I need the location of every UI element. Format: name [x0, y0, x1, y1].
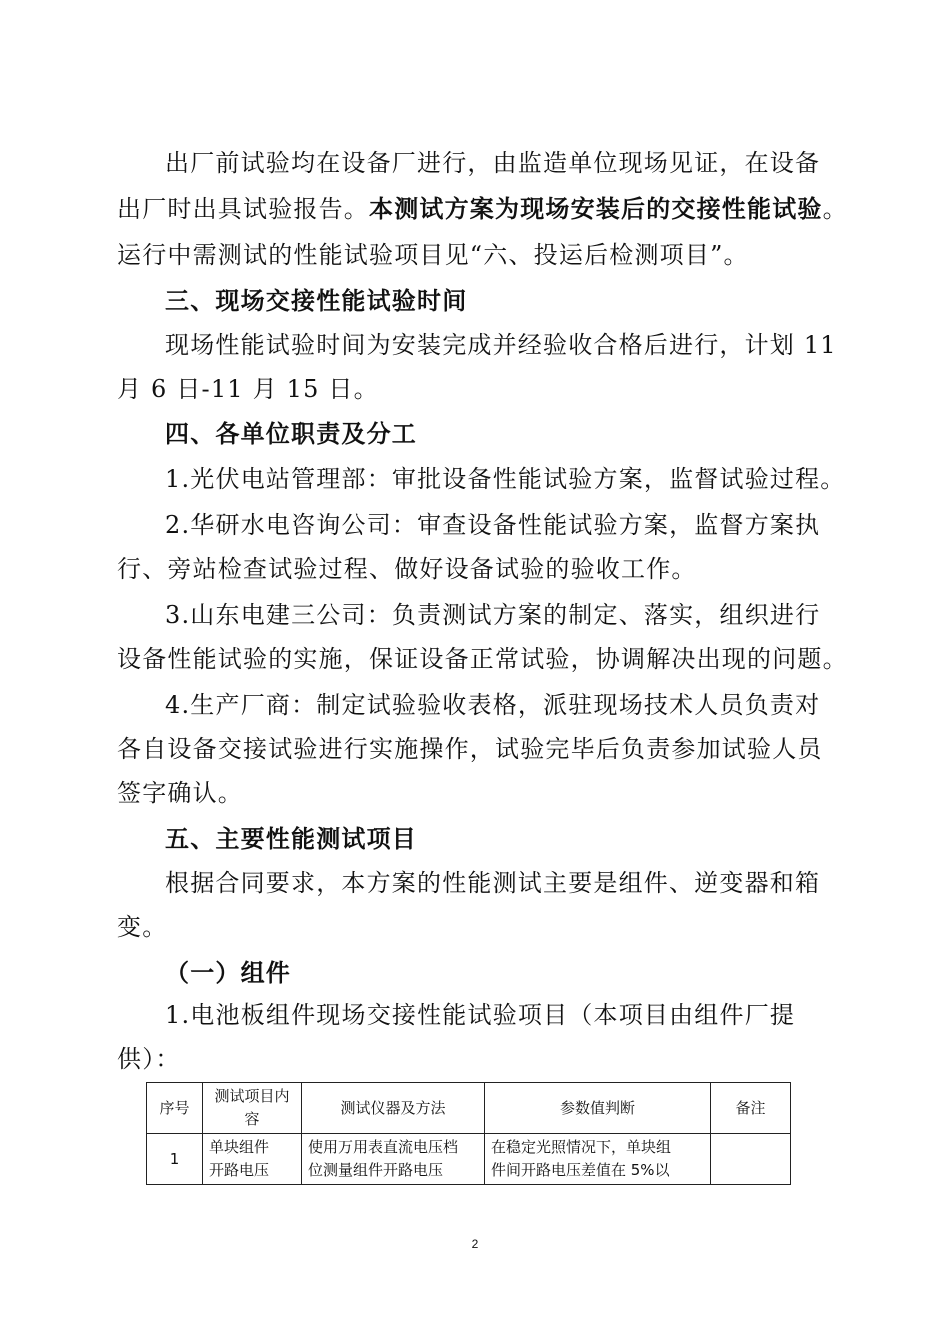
page-number: 2: [471, 1237, 479, 1251]
paragraph-line: 根据合同要求，本方案的性能测试主要是组件、逆变器和箱: [165, 869, 821, 897]
bold-text-run: 本测试方案为现场安装后的交接性能试验: [369, 195, 823, 223]
section-heading-3: 三、现场交接性能试验时间: [165, 287, 468, 315]
paragraph-line: 供）：: [117, 1045, 181, 1073]
cell-line: 开路电压: [209, 1161, 270, 1179]
paragraph-line: 1.电池板组件现场交接性能试验项目（本项目由组件厂提: [165, 1001, 796, 1029]
table-row: [147, 1134, 791, 1185]
paragraph-line: 月 6 日-11 月 15 日。: [117, 375, 379, 403]
paragraph-line: 各自设备交接试验进行实施操作，试验完毕后负责参加试验人员: [117, 735, 823, 763]
cell-line: 使用万用表直流电压档: [308, 1138, 459, 1156]
section-heading-4: 四、各单位职责及分工: [165, 420, 417, 448]
cell-line: 位测量组件开路电压: [308, 1161, 444, 1179]
cell-no: 1: [147, 1134, 203, 1185]
header-cell: 测试仪器及方法: [302, 1083, 485, 1134]
header-cell: 参数值判断: [485, 1083, 711, 1134]
paragraph-line: 2.华研水电咨询公司：审查设备性能试验方案，监督方案执: [165, 511, 821, 539]
text-run: 出厂时出具试验报告。: [117, 195, 369, 223]
table-header-row: [147, 1083, 791, 1134]
cell-line: 单块组件: [209, 1138, 270, 1156]
header-cell: 测试项目内容: [203, 1083, 302, 1134]
text-run: 。: [822, 195, 848, 223]
cell-method: [302, 1134, 485, 1185]
cell-line: 在稳定光照情况下，单块组: [491, 1138, 672, 1156]
paragraph-line: 3.山东电建三公司：负责测试方案的制定、落实，组织进行: [165, 601, 821, 629]
cell-note: [711, 1134, 791, 1185]
subsection-heading: （一）组件: [165, 959, 291, 987]
cell-judge: [485, 1134, 711, 1185]
paragraph-line: 现场性能试验时间为安装完成并经验收合格后进行，计划 11: [165, 331, 837, 359]
section-heading-5: 五、主要性能测试项目: [165, 825, 417, 853]
cell-line: 件间开路电压差值在 5%以: [491, 1161, 670, 1179]
test-items-table: [146, 1082, 791, 1185]
paragraph-line: 出厂前试验均在设备厂进行，由监造单位现场见证，在设备: [165, 149, 821, 177]
paragraph-line: 行、旁站检查试验过程、做好设备试验的验收工作。: [117, 555, 697, 583]
paragraph-line: 设备性能试验的实施，保证设备正常试验，协调解决出现的问题。: [117, 645, 848, 673]
cell-item: [203, 1134, 302, 1185]
paragraph-line: [117, 194, 848, 224]
paragraph-line: 4.生产厂商：制定试验验收表格，派驻现场技术人员负责对: [165, 691, 821, 719]
header-cell: 序号: [147, 1083, 203, 1134]
paragraph-line: 变。: [117, 913, 168, 941]
header-cell: 备注: [711, 1083, 791, 1134]
paragraph-line: 运行中需测试的性能试验项目见“六、投运后检测项目”。: [117, 241, 749, 269]
paragraph-line: 1.光伏电站管理部：审批设备性能试验方案，监督试验过程。: [165, 465, 846, 493]
paragraph-line: 签字确认。: [117, 779, 243, 807]
